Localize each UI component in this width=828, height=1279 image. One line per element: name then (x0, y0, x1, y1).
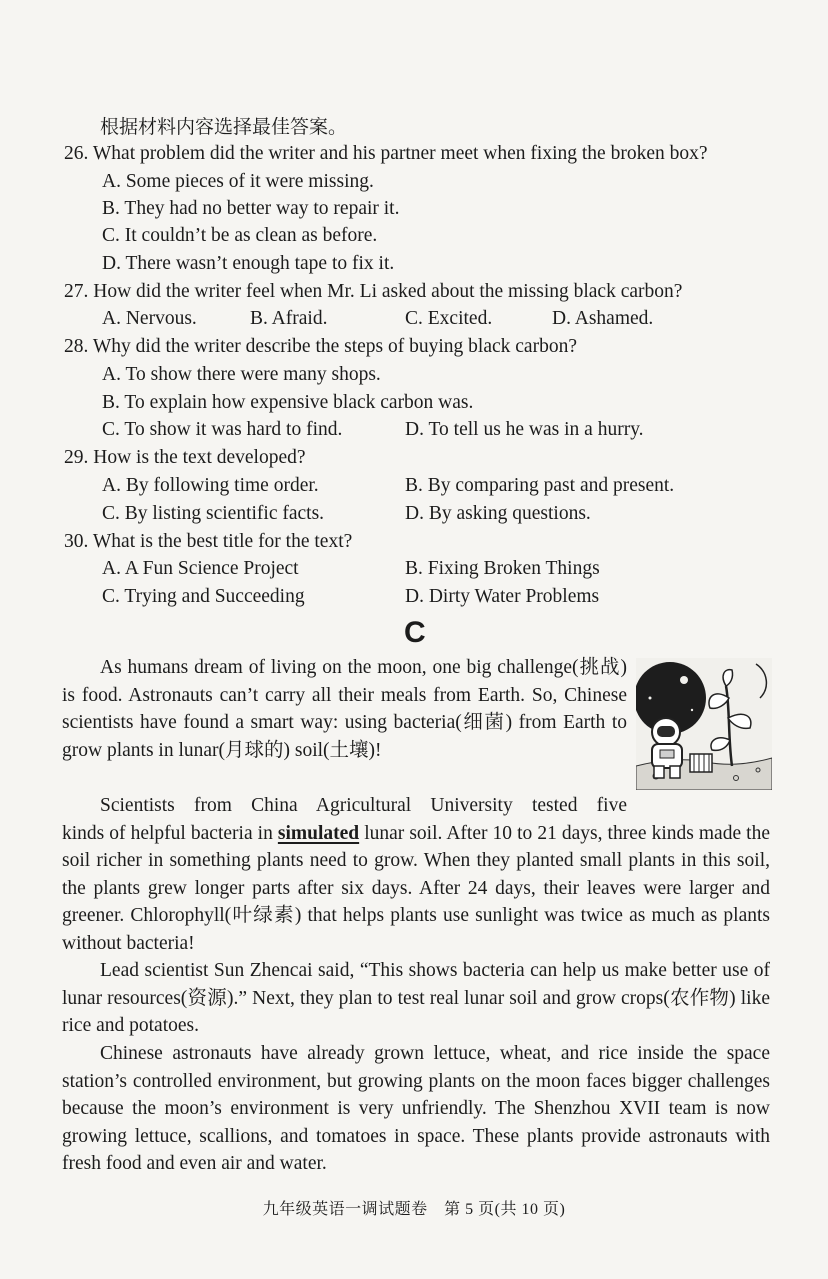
passage-paragraph-2-pre: kinds of helpful bacteria in (62, 822, 278, 844)
footer-exam-title: 九年级英语一调试题卷 (262, 1201, 428, 1218)
question-28-option-c: C. To show it was hard to find. (102, 419, 343, 440)
question-27-stem: 27. How did the writer feel when Mr. Li asked about the missing black carbon? (64, 281, 683, 302)
keyword-simulated: simulated (277, 822, 360, 844)
question-29-option-c: C. By listing scientific facts. (102, 503, 325, 524)
question-29-option-a: A. By following time order. (102, 475, 319, 496)
question-30-stem: 30. What is the best title for the text? (64, 531, 353, 552)
instruction: 根据材料内容选择最佳答案。 (100, 117, 348, 138)
question-30-option-a: A. A Fun Science Project (102, 558, 299, 579)
passage-paragraph-2-first-line: Scientists from China Agricultural University tested five (100, 795, 627, 816)
question-26-option-a: A. Some pieces of it were missing. (102, 171, 374, 192)
passage-paragraph-1: As humans dream of living on the moon, one big challenge(挑战) is food. Astronauts can’t carry all their meals from Earth. So, Chinese scientists have found a smart way: using bacteria(细菌) from Earth to grow plants in lunar(月球的) soil(土壤)! (62, 657, 627, 761)
page-footer (0, 1196, 828, 1219)
question-27-option-d: D. Ashamed. (552, 308, 654, 329)
question-27-option-c: C. Excited. (405, 308, 493, 329)
passage-paragraph-3: Lead scientist Sun Zhencai said, “This shows bacteria can help us make better use of lunar resources(资源).” Next, they plan to test real lunar soil and grow crops(农作物) like rice and potatoes. (62, 960, 770, 1036)
footer-page-number: 第 5 页(共 10 页) (444, 1201, 566, 1218)
passage-paragraph-2 (62, 792, 770, 957)
question-27-option-a: A. Nervous. (102, 308, 197, 329)
astronaut-figure (652, 718, 682, 778)
question-30-option-d: D. Dirty Water Problems (405, 586, 600, 607)
question-26-option-c: C. It couldn’t be as clean as before. (102, 225, 378, 246)
question-28-option-b: B. To explain how expensive black carbon was. (102, 392, 474, 413)
section-heading: C (404, 616, 427, 649)
astronaut-plant-illustration (636, 658, 772, 790)
question-29-option-d: D. By asking questions. (405, 503, 591, 524)
question-26-option-d: D. There wasn’t enough tape to fix it. (102, 253, 395, 274)
question-29-stem: 29. How is the text developed? (64, 447, 306, 468)
question-28-stem: 28. Why did the writer describe the steps of buying black carbon? (64, 336, 577, 357)
passage-paragraph-2-post: lunar soil. After 10 to 21 days, three kinds made the soil richer in something plants need to grow. When they planted small plants in this soil, the plants grew longer parts after six days. After 24 days, their leaves were larger and greener. Chlorophyll(叶绿素) that helps plants use sunlight was twice as much as plants without bacteria! (62, 822, 770, 954)
question-28-option-d: D. To tell us he was in a hurry. (405, 419, 644, 440)
question-26-stem: 26. What problem did the writer and his partner meet when fixing the broken box? (64, 143, 708, 164)
question-30-option-b: B. Fixing Broken Things (405, 558, 600, 579)
question-29-option-b: B. By comparing past and present. (405, 475, 675, 496)
passage-paragraph-4: Chinese astronauts have already grown lettuce, wheat, and rice inside the space station’s controlled environment, but growing plants on the moon faces bigger challenges because the moon’s environment is very unfriendly. The Shenzhou XVII team is now growing lettuce, scallions, and tomatoes in space. These plants provide astronauts with fresh food and even air and water. (62, 1043, 770, 1174)
question-30-option-c: C. Trying and Succeeding (102, 586, 305, 607)
question-28-option-a: A. To show there were many shops. (102, 364, 381, 385)
question-27-option-b: B. Afraid. (250, 308, 328, 329)
question-26-option-b: B. They had no better way to repair it. (102, 198, 400, 219)
